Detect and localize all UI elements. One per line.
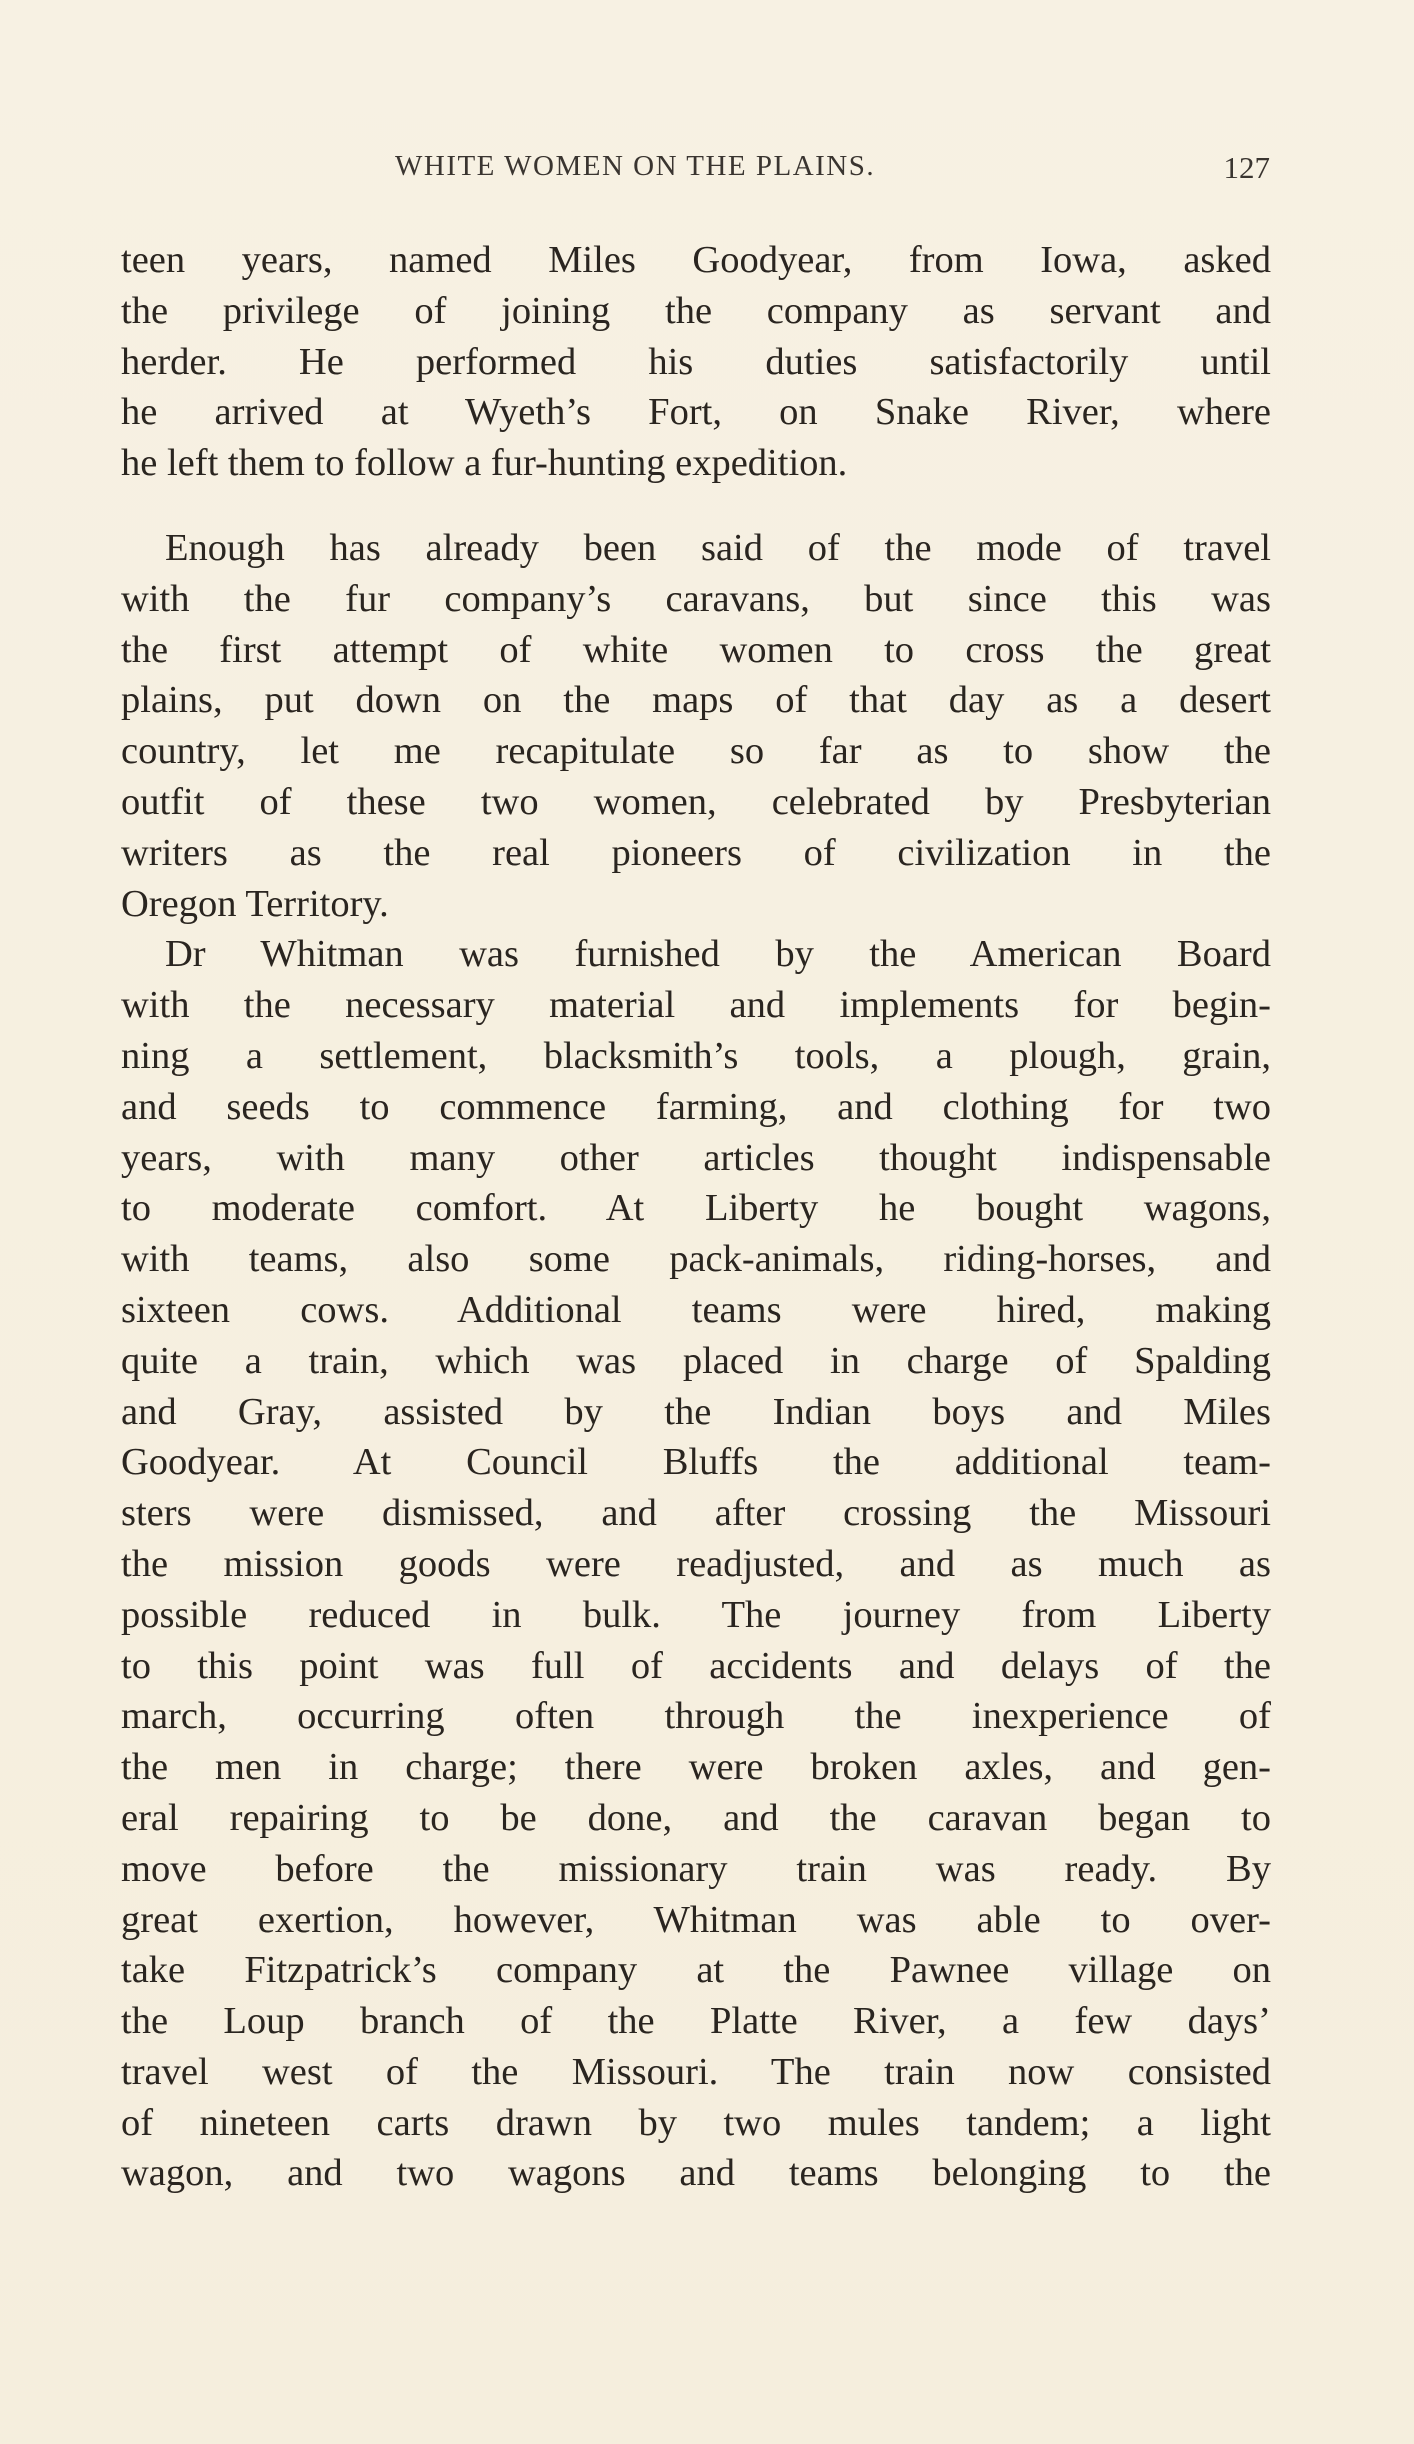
text-line: Enough has already been said of the mode of travel: [165, 526, 1271, 569]
text-line: and Gray, assisted by the Indian boys and Miles: [121, 1390, 1271, 1433]
text-line: to moderate comfort. At Liberty he bought wagons,: [121, 1187, 1271, 1230]
text-line: years, with many other articles thought indispensable: [121, 1136, 1271, 1179]
text-line: and seeds to commence farming, and clothing for two: [121, 1085, 1271, 1128]
text-line: with teams, also some pack-animals, riding-horses, and: [121, 1238, 1271, 1281]
text-line: outfit of these two women, celebrated by Presbyterian: [121, 780, 1271, 823]
body-text: [121, 235, 1271, 2199]
text-line: possible reduced in bulk. The journey from Liberty: [121, 1593, 1271, 1636]
text-line: the first attempt of white women to cross the great: [121, 628, 1271, 671]
text-line: Dr Whitman was furnished by the American Board: [165, 933, 1271, 976]
text-line: herder. He performed his duties satisfactorily until: [121, 340, 1271, 383]
text-line: wagon, and two wagons and teams belonging to the: [121, 2152, 1271, 2195]
text-line: he left them to follow a fur-hunting expedition.: [121, 442, 848, 485]
running-title: WHITE WOMEN ON THE PLAINS.: [395, 150, 876, 182]
text-line: take Fitzpatrick’s company at the Pawnee village on: [121, 1949, 1271, 1992]
text-line: the mission goods were readjusted, and as much as: [121, 1542, 1271, 1585]
text-line: Goodyear. At Council Bluffs the additional team-: [121, 1441, 1271, 1484]
text-line: with the fur company’s caravans, but since this was: [121, 577, 1271, 620]
text-line: with the necessary material and implements for begin-: [121, 984, 1271, 1027]
text-line: sixteen cows. Additional teams were hired, making: [121, 1288, 1271, 1331]
text-line: Oregon Territory.: [121, 882, 389, 925]
text-line: sters were dismissed, and after crossing the Missouri: [121, 1492, 1271, 1535]
text-line: travel west of the Missouri. The train now consisted: [121, 2050, 1271, 2093]
text-line: march, occurring often through the inexperience of: [121, 1695, 1271, 1738]
paragraph-3: [121, 929, 1271, 2199]
text-line: he arrived at Wyeth’s Fort, on Snake River, where: [121, 391, 1271, 434]
paragraph-1: [121, 235, 1271, 489]
text-line: country, let me recapitulate so far as to show the: [121, 730, 1271, 773]
page-number: 127: [1223, 150, 1270, 185]
text-line: plains, put down on the maps of that day as a desert: [121, 679, 1271, 722]
text-line: move before the missionary train was ready. By: [121, 1847, 1271, 1890]
text-line: ning a settlement, blacksmith’s tools, a plough, grain,: [121, 1034, 1271, 1077]
text-line: the privilege of joining the company as servant and: [121, 289, 1271, 332]
text-line: great exertion, however, Whitman was able to over-: [121, 1898, 1271, 1941]
running-header: [120, 150, 1270, 190]
text-line: quite a train, which was placed in charge of Spalding: [121, 1339, 1271, 1382]
text-line: the Loup branch of the Platte River, a few days’: [121, 2000, 1271, 2043]
paragraph-spacer: [121, 489, 1271, 523]
text-line: of nineteen carts drawn by two mules tandem; a light: [121, 2101, 1271, 2144]
text-line: the men in charge; there were broken axles, and gen-: [121, 1746, 1271, 1789]
text-line: eral repairing to be done, and the caravan began to: [121, 1796, 1271, 1839]
text-line: writers as the real pioneers of civilization in the: [121, 831, 1271, 874]
paragraph-2: [121, 523, 1271, 929]
text-line: to this point was full of accidents and delays of the: [121, 1644, 1271, 1687]
text-line: teen years, named Miles Goodyear, from Iowa, asked: [121, 239, 1271, 281]
